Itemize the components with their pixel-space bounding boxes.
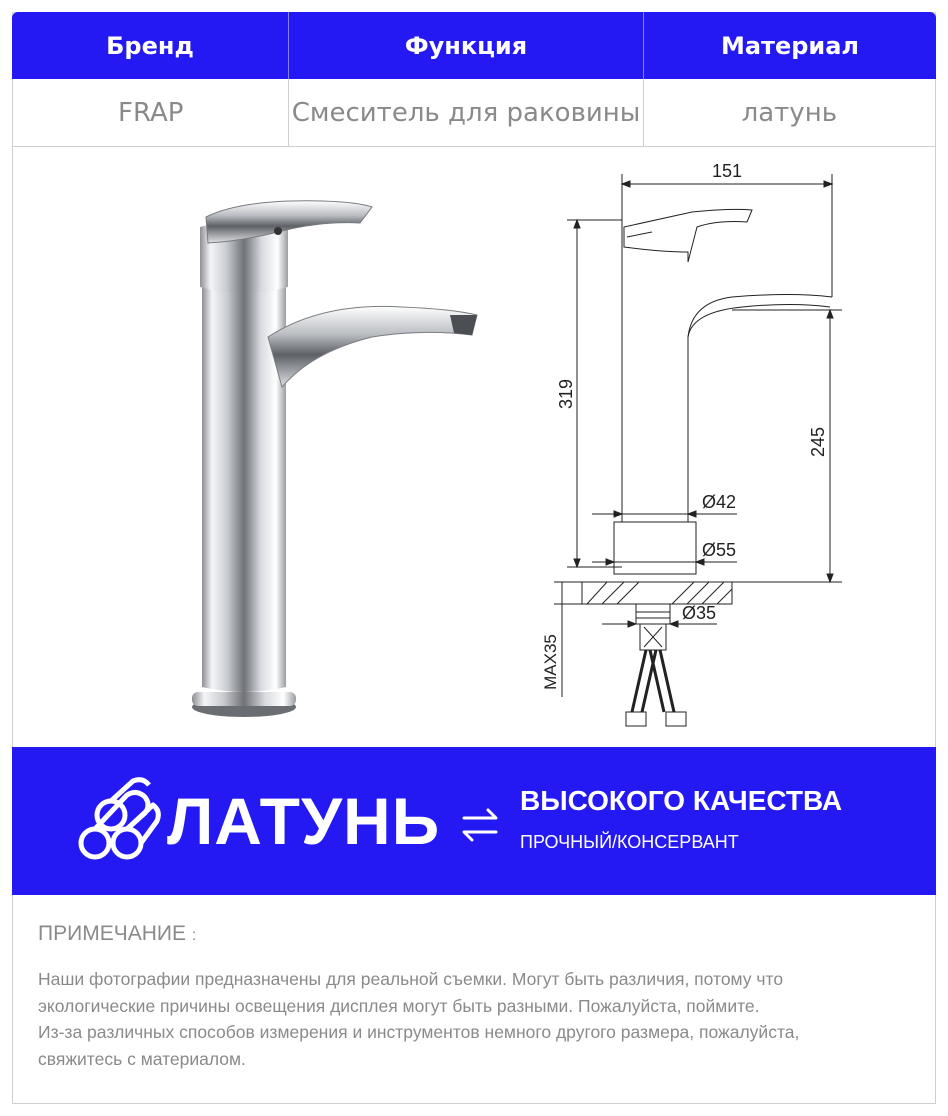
note-line: экологические причины освещения дисплея могут быть разными. Пожалуйста, поймите. [38,995,760,1016]
note-line: свяжитесь с материалом. [38,1048,246,1069]
header-material: Материал [720,31,860,60]
header-brand: Бренд [12,12,289,79]
faucet-photo [172,187,502,727]
value-material: латунь [741,97,838,128]
swap-arrows-icon [458,805,502,845]
note-title-colon: : [191,927,197,944]
spec-table-row [12,79,936,147]
drawing-base [614,522,696,574]
value-function: Смеситель для раковины [289,79,643,146]
dim-hole-diameter-label: Ø35 [682,603,717,623]
dim-max-thickness-label: MAX35 [541,634,560,690]
technical-drawing [532,152,862,747]
note-line: Наши фотографии предназначены для реальной съемки. Могут быть различия, потому что [38,969,784,989]
dim-body-diameter-label: Ø42 [702,492,737,512]
drawing-handle-outline [624,209,752,262]
drawing-body-outline [622,247,832,522]
note-title-text: ПРИМЕЧАНИЕ [38,922,186,945]
note-line: Из-за различных способов измерения и инструментов немного другого размера, пожалуйста, [38,1022,800,1042]
header-function: Функция [289,12,644,79]
product-area [12,147,936,747]
dim-spout-height-label: 245 [808,426,828,458]
material-title: ЛАТУНЬ [167,784,441,858]
dim-base-diameter-label: Ø55 [702,540,737,560]
note-title [38,922,196,946]
value-brand: FRAP [13,79,289,146]
spec-table-header [12,12,936,79]
drawing-hoses [632,650,674,712]
drawing-spout-outline [688,305,830,338]
quality-title: ВЫСОКОГО КАЧЕСТВА [520,785,843,816]
dim-width-label: 151 [711,161,743,181]
dim-total-height-label: 319 [556,378,576,410]
quality-subtitle: ПРОЧНЫЙ/КОНСЕРВАНТ [520,832,739,852]
pipes-icon [75,775,165,865]
spec-table [12,12,936,147]
material-banner [12,747,936,895]
note-body [38,966,918,1072]
